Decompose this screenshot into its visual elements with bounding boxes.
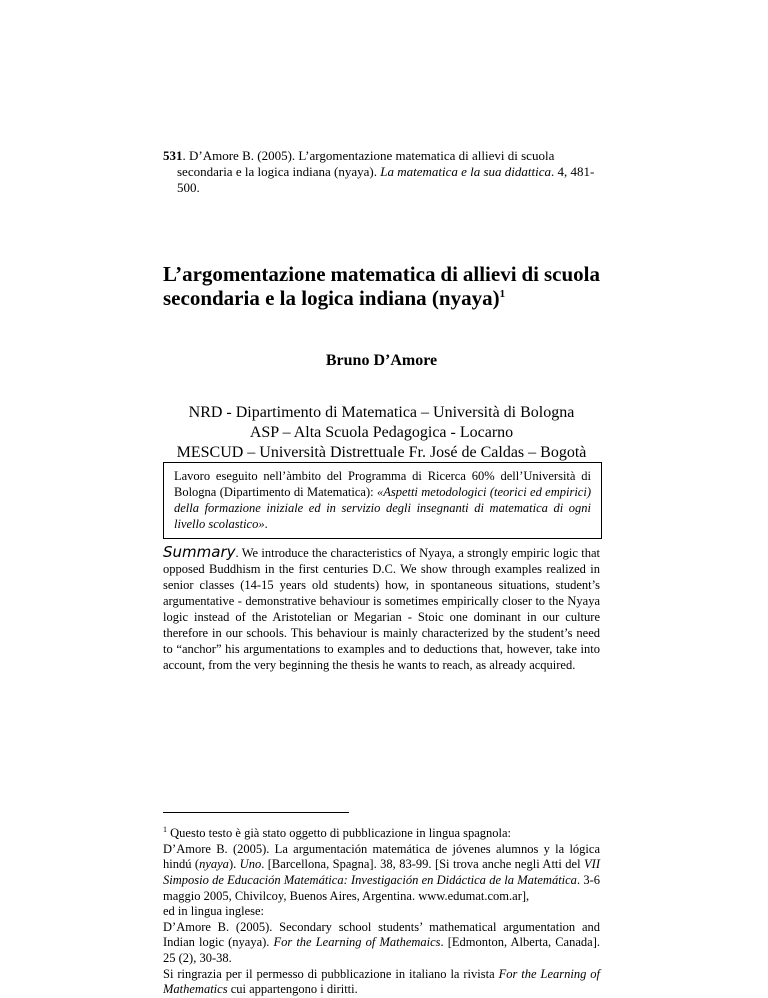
title-word: di	[440, 262, 458, 286]
thanks-part: Si ringrazia per il permesso di pubblicazione in italiano la rivista	[163, 966, 499, 981]
title-word: matematica	[330, 262, 436, 286]
title-footnote-mark: 1	[499, 288, 506, 300]
funding-note-end: .	[264, 517, 268, 531]
reference-issue: . 4, 481-	[551, 164, 595, 179]
affiliation-line: ASP – Alta Scuola Pedagogica - Locarno	[249, 424, 514, 441]
title-word: di	[521, 262, 540, 286]
footnote-divider	[163, 812, 349, 813]
title-word: scuola	[543, 262, 600, 286]
affiliation-line: NRD - Dipartimento di Matematica – Università di Bologna	[188, 404, 575, 421]
footnote-english-intro: ed in lingua inglese:	[163, 904, 265, 919]
footnote	[163, 822, 600, 998]
reference-number: 531	[163, 148, 183, 163]
funding-note-box	[163, 462, 602, 539]
es-ref-part: D’Amore B. (2005). La argumentación matemática de jóvenes alumnos y la lógica hindú (	[163, 841, 600, 872]
footnote-english-reference	[163, 920, 600, 967]
affiliation-line: MESCUD – Università Distrettuale Fr. José de Caldas – Bogotà	[176, 444, 587, 461]
reference-title-end: secondaria e la logica indiana (nyaya).	[177, 164, 381, 179]
author-name: Bruno D’Amore	[325, 352, 438, 369]
title-word: allievi	[462, 262, 517, 286]
reference-pages-end: 500.	[177, 180, 200, 195]
summary-text: . We introduce the characteristics of Nyaya, a strongly empiric logic that opposed Buddhism in the first centuries D.C. We show through examples realized in senior classes (14-15 years old students) how, in spontaneous situations, student’s argumentative - demonstrative behaviour is sometimes empirically closer to the Nyaya logic instead of the Aristotelian or Megarian - Stoic one dominant in our culture therefore in our schools. This behaviour is mainly characterized by the student’s need to “anchor” his argumentations to examples and to deductions that, however, take into account, from the very beginning the thesis he wants to reach, as already acquired.	[163, 546, 600, 672]
es-ref-congress: VII Simposio de Educación Matemática: Investigación en Didáctica de la Matemática	[163, 857, 600, 887]
en-ref-journal: For the Learning of Mathemaics	[273, 935, 441, 950]
en-ref-part: . [Edmonton, Alberta, Canada]. 25 (2), 30-38.	[163, 935, 600, 965]
paper-title	[163, 262, 600, 310]
reference-journal: La matematica e la sua didattica	[380, 164, 552, 179]
thanks-part: cui appartengono i diritti.	[227, 982, 358, 997]
footnote-spanish-reference	[163, 842, 600, 904]
title-line-2-text: secondaria e la logica indiana (nyaya)	[163, 286, 500, 310]
funding-note-text: Lavoro eseguito nell’àmbito del Programma di Ricerca 60% dell’Università di Bologna (Dipartimento di Matematica):	[174, 469, 591, 499]
footnote-intro	[163, 822, 600, 842]
reference-text-start: . D’Amore B. (2005). L’argomentazione matematica di allievi di scuola	[182, 148, 555, 163]
reference-continuation	[163, 164, 599, 196]
footnote-mark: 1	[163, 825, 167, 834]
thanks-journal: For the Learning of Mathematics	[163, 966, 600, 997]
title-word: L’argomentazione	[163, 262, 326, 286]
summary-label: Summary	[163, 543, 236, 561]
es-ref-part: ).	[228, 857, 240, 872]
funding-note-project: «Aspetti metodologici (teorici ed empirici) della formazione iniziale ed in servizio degli insegnanti di matematica di ogni livello scolastico»	[174, 485, 591, 531]
es-ref-nyaya: nyaya	[199, 857, 229, 872]
es-ref-journal: Uno	[239, 857, 262, 872]
title-line-2	[163, 286, 600, 310]
bibliographic-reference	[163, 148, 599, 196]
footnote-thanks	[163, 967, 600, 998]
summary-paragraph	[163, 544, 600, 673]
title-line-1	[163, 262, 600, 286]
affiliations	[163, 403, 600, 463]
footnote-intro-text: Questo testo è già stato oggetto di pubblicazione in lingua spagnola:	[167, 826, 512, 841]
en-ref-part: D’Amore B. (2005). Secondary school students’ mathematical argumentation and Indian logic (nyaya).	[163, 919, 600, 950]
es-ref-part: . 3-6 maggio 2005, Chivilcoy, Buenos Aires, Argentina. www.edumat.com.ar],	[163, 872, 600, 903]
es-ref-part: . [Barcellona, Spagna]. 38, 83-99. [Si trova anche negli Atti del	[261, 857, 585, 872]
